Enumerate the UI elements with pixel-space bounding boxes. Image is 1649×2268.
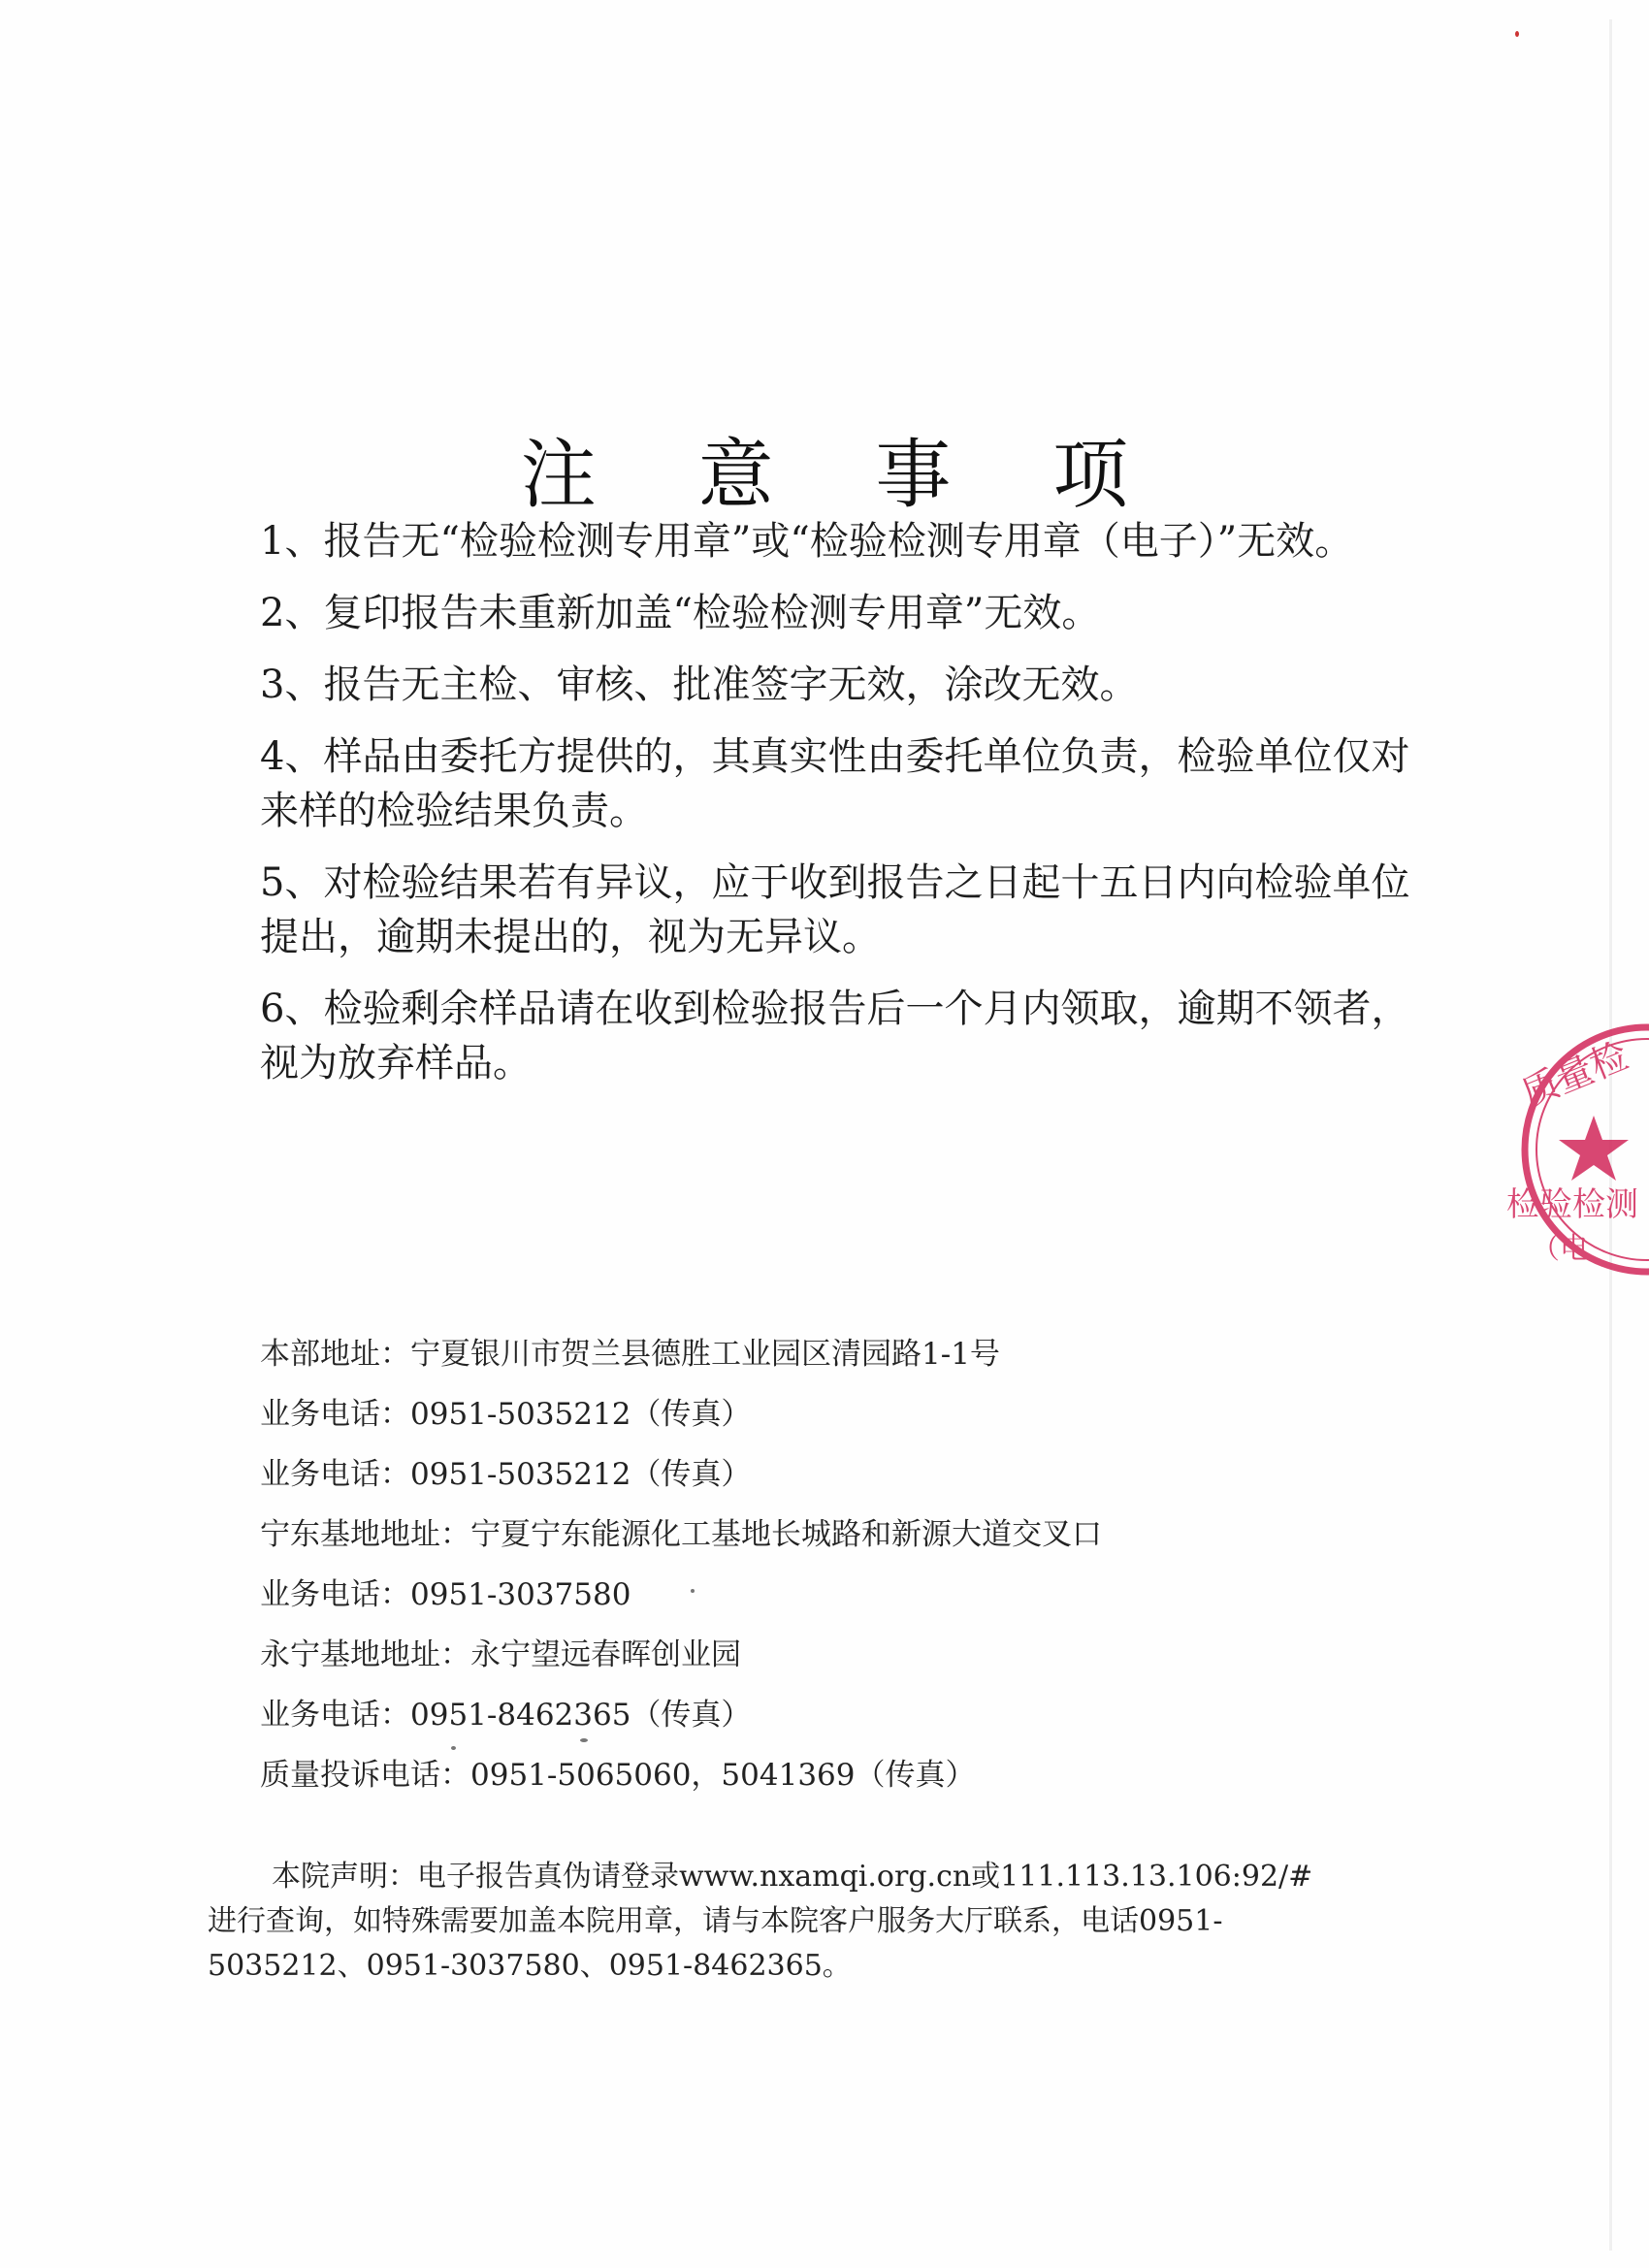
contact-line: 宁东基地地址：宁夏宁东能源化工基地长城路和新源大道交叉口 <box>260 1517 1102 1552</box>
contact-line: 业务电话：0951-8462365（传真） <box>260 1698 752 1733</box>
seal-sub-text: （电 <box>1531 1232 1589 1266</box>
contact-list <box>260 1324 1424 1805</box>
scan-speck <box>580 1738 588 1742</box>
contact-line: 质量投诉电话：0951-5065060，5041369（传真） <box>260 1758 976 1793</box>
contact-line: 永宁基地地址：永宁望远春晖创业园 <box>260 1637 741 1672</box>
page-edge-shadow <box>1609 19 1612 2251</box>
notice-item: 2、复印报告未重新加盖“检验检测专用章”无效。 <box>260 591 1101 635</box>
contact-line: 业务电话：0951-5035212（传真） <box>260 1457 752 1492</box>
official-seal <box>1502 1004 1649 1295</box>
seal-ring <box>1525 1027 1649 1272</box>
notice-item: 1、报告无“检验检测专用章”或“检验检测专用章（电子）”无效。 <box>260 519 1354 564</box>
scan-speck <box>691 1589 695 1593</box>
contact-line: 本部地址：宁夏银川市贺兰县德胜工业园区清园路1-1号 <box>260 1337 1000 1372</box>
notice-item: 5、对检验结果若有异议，应于收到报告之日起十五日内向检验单位提出，逾期未提出的，视为无异议。 <box>260 860 1410 959</box>
contact-line: 业务电话：0951-5035212（传真） <box>260 1397 752 1432</box>
seal-star-icon <box>1559 1116 1629 1181</box>
contact-line: 业务电话：0951-3037580 <box>260 1577 631 1612</box>
seal-inner-ring <box>1536 1039 1649 1260</box>
scan-speck <box>451 1746 456 1750</box>
seal-top-text: 质量检 <box>1515 1033 1634 1116</box>
declaration-text: 本院声明：电子报告真伪请登录www.nxamqi.org.cn或111.113.13.106:92/#进行查询，如特殊需要加盖本院用章，请与本院客户服务大厅联系，电话0951-5035212、0951-3037580、0951-8462365。 <box>208 1860 1313 1983</box>
notice-item: 6、检验剩余样品请在收到检验报告后一个月内领取，逾期不领者，视为放弃样品。 <box>260 987 1410 1085</box>
notice-item: 3、报告无主检、审核、批准签字无效，涂改无效。 <box>260 663 1139 707</box>
page-title: 注 意 事 项 <box>520 432 1168 520</box>
scan-speck <box>1515 31 1519 37</box>
notice-item: 4、样品由委托方提供的，其真实性由委托单位负责，检验单位仅对来样的检验结果负责。 <box>260 734 1410 833</box>
notice-list <box>260 514 1424 1108</box>
seal-bottom-text: 检验检测 <box>1506 1185 1638 1224</box>
